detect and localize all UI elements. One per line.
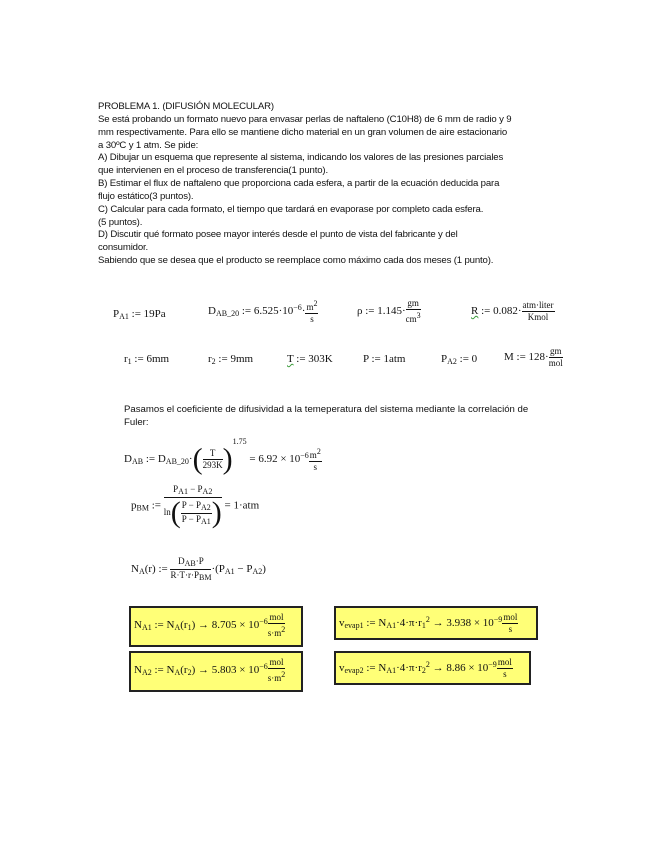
vevap1-unit-num: mol (503, 612, 518, 622)
dab20-unit-num: m (306, 302, 314, 312)
def-t: T := 303K (287, 353, 333, 365)
r-unit-num: atm·liter (522, 300, 554, 310)
rho-unit-num: gm (407, 298, 419, 308)
problem-line: A) Dibujar un esquema que represente al sistema, indicando los valores de las presiones parciales (98, 152, 504, 164)
eq-na-function: $N_A(r)$ := $\frac{D_{AB}\cdot P}{R\cdot T\cdot r\cdot P_{BM}}$ $\cdot(P_{A1} - P_{A2})$ (131, 556, 266, 582)
result-box-vevap2: $v_{evap2}$ := $N_{A1}\cdot 4\cdot\pi\cdot r_2^2 \to 8.86 \times 10^{-9}$ $\frac{\text{mol}}{s}$ (334, 651, 531, 685)
t-value: 303K (308, 353, 333, 365)
dab-result: 6.92 × 10 (258, 453, 301, 465)
na2-exp: −6 (259, 662, 268, 672)
dab-t: T (203, 448, 223, 460)
result-box-vevap1: $v_{evap1}$ := $N_{A1}\cdot 4\cdot\pi\cdot r_1^2 \to 3.938 \times 10^{-9}$ $\frac{\text{mol}}{s}$ (334, 606, 538, 640)
def-rho: ρ := 1.145· $\frac{gm}{cm^3}$ (357, 298, 421, 324)
dab-exponent: 1.75 (232, 437, 247, 446)
def-pa2: $P_{A2}$ := 0 (441, 353, 478, 366)
fuller-note (124, 404, 528, 430)
dab20-value: 6.525·10 (253, 305, 294, 318)
m-unit-den: mol (548, 358, 563, 368)
rho-value: 1.145· (377, 305, 406, 318)
eq-dab: $D_{AB}$ := $D_{AB\_20}\cdot$( $\frac{T}{293K}$ )$^{1.75} = 6.92 \times 10^{-6}$ $\frac{m^2}{s}$ (124, 437, 321, 476)
r-unit-den: Kmol (527, 312, 549, 322)
rho-unit-den: cm (405, 314, 417, 324)
vevap2-exp: −9 (488, 660, 497, 670)
problem-line: que intervienen en el proceso de transferencia(1 punto). (98, 165, 328, 177)
note-line: Pasamos el coeficiente de difusividad a la temeperatura del sistema mediante la correlación de (124, 404, 529, 415)
na2-unit-num: mol (269, 657, 284, 667)
pa1-value: 19Pa (143, 308, 166, 320)
def-p: P := 1atm (363, 353, 406, 365)
note-line: Fuler: (124, 416, 149, 428)
def-pa1: $P_{A1}$ := 19Pa (113, 308, 166, 321)
r2-value: 9mm (230, 353, 254, 365)
problem-title: PROBLEMA 1. (DIFUSIÓN MOLECULAR) (98, 101, 274, 112)
def-r1: $r_1$ := 6mm (124, 353, 170, 366)
vevap1-unit-den: s (508, 624, 513, 634)
dab20-unit-den: s (310, 314, 314, 324)
p-value: 1atm (383, 353, 406, 365)
def-r2: $r_2$ := 9mm (208, 353, 254, 366)
problem-line: mm respectivamente. Para ello se mantiene dicho material en un gran volumen de aire estacionario (98, 126, 508, 138)
problem-line: Se está probando un formato nuevo para envasar perlas de naftaleno (C10H8) de 6 mm de radio y 9 (98, 113, 512, 125)
na2-unit-den: s·m (267, 673, 282, 683)
result-box-na1: $N_{A1}$ := $N_A(r_1) \to 8.705 \times 10^{-6}$ $\frac{\text{mol}}{s\cdot m^2}$ (129, 606, 303, 647)
problem-line: C) Calcular para cada formato, el tiempo que tardará en evaporase por completo cada esfera. (98, 203, 484, 215)
vevap2-value: 8.86 × 10 (446, 662, 489, 675)
m-value: 128· (528, 351, 549, 364)
problem-line: (5 puntos). (98, 216, 143, 228)
pa2-value: 0 (471, 353, 478, 365)
def-m: M := 128· $\frac{gm}{\text{mol}}$ (504, 346, 563, 368)
dab20-exp: −6 (293, 303, 302, 313)
na1-unit-num: mol (269, 612, 284, 622)
r-value: 0.082· (493, 305, 522, 318)
dab-293k: 293K (202, 459, 223, 470)
result-box-na2: $N_{A2}$ := $N_A(r_2) \to 5.803 \times 10^{-6}$ $\frac{\text{mol}}{s\cdot m^2}$ (129, 651, 303, 692)
eq-pbm: $p_{BM}$ := $P_{A1} - P_{A2}$ ln( $\frac{P - P_{A2}}{P - P_{A1}}$ ) = 1·atm (131, 484, 260, 529)
r1-value: 6mm (146, 353, 170, 365)
na2-value: 5.803 × 10 (211, 664, 260, 677)
dab-result-exp: −6 (300, 451, 309, 460)
def-dab20: $D_{AB\_20}$ := $6.525\cdot 10^{-6}\cdot$ $\frac{m^2}{s}$ (208, 299, 318, 324)
problem-statement (98, 101, 528, 268)
na1-exp: −6 (259, 617, 268, 627)
problem-line: D) Discutir qué formato posee mayor interés desde el punto de vista del fabricante y del (98, 229, 458, 241)
problem-line: Sabiendo que se desea que el producto se reemplace como máximo cada dos meses (1 punto). (98, 255, 494, 267)
na1-value: 8.705 × 10 (211, 619, 260, 632)
vevap2-unit-num: mol (497, 657, 512, 667)
na1-unit-den: s·m (267, 628, 282, 638)
vevap2-unit-den: s (503, 669, 507, 679)
vevap1-value: 3.938 × 10 (446, 617, 494, 630)
m-unit-num: gm (549, 346, 562, 356)
problem-line: consumidor. (98, 242, 149, 254)
problem-line: a 30ºC y 1 atm. Se pide: (98, 139, 199, 151)
problem-line: flujo estático(3 puntos). (98, 190, 194, 202)
pbm-result: = 1·atm (224, 499, 260, 512)
vevap1-exp: −9 (493, 615, 503, 625)
def-r: R := 0.082· $\frac{\text{atm·liter}}{\text{Kmol}}$ (471, 300, 554, 322)
problem-line: B) Estimar el flux de naftaleno que proporciona cada esfera, a partir de la ecuación deducida para (98, 178, 500, 190)
